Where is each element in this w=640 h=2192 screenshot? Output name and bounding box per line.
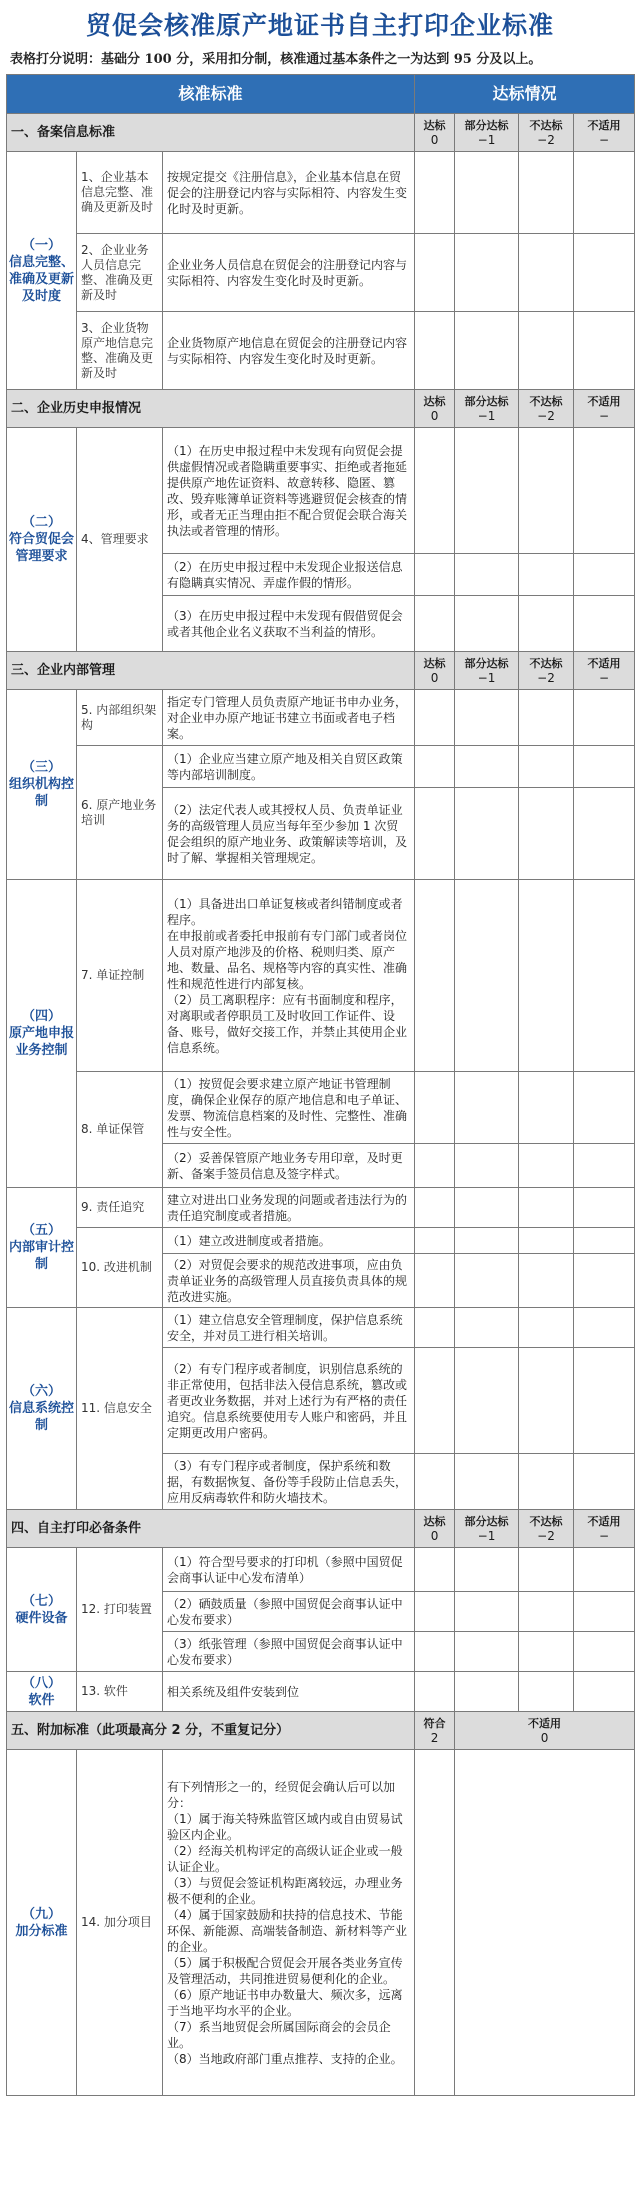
- table-row: [7, 312, 635, 390]
- score-met: 达标 0: [415, 1510, 455, 1548]
- score-met: 达标 0: [415, 390, 455, 428]
- score-met: 达标 0: [415, 652, 455, 690]
- table-row: [7, 1188, 635, 1228]
- category-label: （七） 硬件设备: [7, 1548, 77, 1672]
- check-cell[interactable]: [455, 1144, 519, 1188]
- score-na: 不适用 −: [574, 1510, 635, 1548]
- criterion-text: （1）按贸促会要求建立原产地证书管理制度，确保企业保存的原产地信息和电子单证、发票、物流信息档案的及时性、完整性、准确性与安全性。: [163, 1072, 415, 1144]
- score-met: 达标 0: [415, 114, 455, 152]
- check-cell[interactable]: [455, 1308, 519, 1348]
- criterion-text: （2）硒鼓质量（参照中国贸促会商事认证中心发布要求）: [163, 1592, 415, 1632]
- check-cell[interactable]: [574, 1254, 635, 1308]
- section-row: [7, 1510, 635, 1548]
- check-cell[interactable]: [415, 880, 455, 1072]
- score-unmet: 不达标 −2: [519, 652, 574, 690]
- check-cell[interactable]: [574, 1454, 635, 1510]
- criterion-text: 相关系统及组件安装到位: [163, 1672, 415, 1712]
- section-row: [7, 114, 635, 152]
- check-cell[interactable]: [415, 1188, 455, 1228]
- score-na: 不适用 −: [574, 390, 635, 428]
- table-row: [7, 1072, 635, 1144]
- header-status: 达标情况: [415, 75, 635, 114]
- check-cell[interactable]: [415, 152, 455, 234]
- check-cell[interactable]: [574, 428, 635, 554]
- check-cell[interactable]: [455, 1072, 519, 1144]
- score-na: 不适用 −: [574, 652, 635, 690]
- check-cell[interactable]: [519, 1632, 574, 1672]
- check-cell[interactable]: [519, 1254, 574, 1308]
- check-cell[interactable]: [519, 690, 574, 746]
- check-cell[interactable]: [574, 234, 635, 312]
- check-cell[interactable]: [455, 1548, 519, 1592]
- item-label: 5. 内部组织架构: [77, 690, 163, 746]
- section-row: [7, 1712, 635, 1750]
- check-cell[interactable]: [415, 596, 455, 652]
- check-cell[interactable]: [574, 788, 635, 880]
- criterion-text: （3）在历史申报过程中未发现有假借贸促会或者其他企业名义获取不当利益的情形。: [163, 596, 415, 652]
- page-title: 贸促会核准原产地证书自主打印企业标准: [85, 11, 554, 40]
- criterion-text: 建立对进出口业务发现的问题或者违法行为的责任追究制度或者措施。: [163, 1188, 415, 1228]
- criterion-text: （2）在历史申报过程中未发现企业报送信息有隐瞒真实情况、弄虚作假的情形。: [163, 554, 415, 596]
- check-cell[interactable]: [519, 746, 574, 788]
- check-cell[interactable]: [574, 1672, 635, 1712]
- section-row: [7, 652, 635, 690]
- check-cell[interactable]: [415, 554, 455, 596]
- criterion-text: （2）对贸促会要求的规范改进事项，应由负责单证业务的高级管理人员直接负责具体的规范改进实施。: [163, 1254, 415, 1308]
- check-cell[interactable]: [455, 1188, 519, 1228]
- check-cell[interactable]: [455, 1348, 519, 1454]
- check-cell[interactable]: [455, 234, 519, 312]
- check-cell[interactable]: [455, 1750, 635, 2096]
- check-cell[interactable]: [415, 1632, 455, 1672]
- table-row: [7, 152, 635, 234]
- item-label: 2、企业业务人员信息完整、准确及更新及时: [77, 234, 163, 312]
- check-cell[interactable]: [574, 880, 635, 1072]
- check-cell[interactable]: [574, 1592, 635, 1632]
- category-label: （四） 原产地申报业务控制: [7, 880, 77, 1188]
- check-cell[interactable]: [574, 554, 635, 596]
- score-partial: 部分达标 −1: [455, 1510, 519, 1548]
- check-cell[interactable]: [415, 234, 455, 312]
- check-cell[interactable]: [415, 1672, 455, 1712]
- check-cell[interactable]: [415, 788, 455, 880]
- criterion-text: （1）在历史申报过程中未发现有向贸促会提供虚假情况或者隐瞒重要事实、拒绝或者拖延提供原产地佐证资料、故意转移、隐匿、篡改、毁弃账簿单证资料等逃避贸促会核查的情形，或者无正当理由拒不配合贸促会联合海关执法或者管理的情形。: [163, 428, 415, 554]
- check-cell[interactable]: [455, 554, 519, 596]
- check-cell[interactable]: [519, 1228, 574, 1254]
- check-cell[interactable]: [519, 1072, 574, 1144]
- check-cell[interactable]: [519, 312, 574, 390]
- check-cell[interactable]: [574, 690, 635, 746]
- table-row: [7, 234, 635, 312]
- table-row: [7, 1308, 635, 1348]
- check-cell[interactable]: [519, 152, 574, 234]
- item-label: 4、管理要求: [77, 428, 163, 652]
- check-cell[interactable]: [574, 152, 635, 234]
- criterion-text: 有下列情形之一的，经贸促会确认后可以加分： （1）属于海关特殊监管区域内或自由贸易试验区内企业。 （2）经海关机构评定的高级认证企业或一般认证企业。 （3）与贸促会签证机构距离较远，办理业务极不便利的企业。 （4）属于国家鼓励和扶持的信息技术、节能环保、新能源、高端装备制造、新材料等产业的企业。 （5）属于积极配合贸促会开展各类业务宣传及管理活动，共同推进贸易便利化的企业。 （6）原产地证书申办数量大、频次多，远离于当地平均水平的企业。 （7）系当地贸促会所属国际商会的会员企业。 （8）当地政府部门重点推荐、支持的企业。: [163, 1750, 415, 2096]
- check-cell[interactable]: [455, 1228, 519, 1254]
- check-cell[interactable]: [455, 1254, 519, 1308]
- table-row: [7, 690, 635, 746]
- table-row: [7, 1672, 635, 1712]
- check-cell[interactable]: [415, 1144, 455, 1188]
- check-cell[interactable]: [415, 1750, 455, 2096]
- category-label: （八） 软件: [7, 1672, 77, 1712]
- item-label: 13. 软件: [77, 1672, 163, 1712]
- check-cell[interactable]: [455, 596, 519, 652]
- check-cell[interactable]: [455, 312, 519, 390]
- category-label: （三） 组织机构控制: [7, 690, 77, 880]
- check-cell[interactable]: [415, 746, 455, 788]
- criterion-text: （1）建立改进制度或者措施。: [163, 1228, 415, 1254]
- check-cell[interactable]: [415, 312, 455, 390]
- criterion-text: 按规定提交《注册信息》，企业基本信息在贸促会的注册登记内容与实际相符、内容发生变化时及时更新。: [163, 152, 415, 234]
- check-cell[interactable]: [519, 554, 574, 596]
- check-cell[interactable]: [574, 1188, 635, 1228]
- check-cell[interactable]: [574, 596, 635, 652]
- criterion-text: （3）纸张管理（参照中国贸促会商事认证中心发布要求）: [163, 1632, 415, 1672]
- category-label: （五） 内部审计控制: [7, 1188, 77, 1308]
- item-label: 14. 加分项目: [77, 1750, 163, 2096]
- check-cell[interactable]: [455, 1632, 519, 1672]
- criterion-text: （1）符合型号要求的打印机（参照中国贸促会商事认证中心发布清单）: [163, 1548, 415, 1592]
- table-row: [7, 428, 635, 554]
- check-cell[interactable]: [415, 1228, 455, 1254]
- check-cell[interactable]: [455, 788, 519, 880]
- section-title: 一、备案信息标准: [7, 114, 415, 152]
- check-cell[interactable]: [519, 1548, 574, 1592]
- criteria-table: [6, 74, 635, 2096]
- check-cell[interactable]: [415, 1348, 455, 1454]
- check-cell[interactable]: [519, 1672, 574, 1712]
- check-cell[interactable]: [455, 880, 519, 1072]
- criterion-text: 企业货物原产地信息在贸促会的注册登记内容与实际相符、内容发生变化时及时更新。: [163, 312, 415, 390]
- criterion-text: 指定专门管理人员负责原产地证书申办业务，对企业申办原产地证书建立书面或者电子档案。: [163, 690, 415, 746]
- check-cell[interactable]: [574, 1632, 635, 1672]
- check-cell[interactable]: [415, 428, 455, 554]
- check-cell[interactable]: [455, 746, 519, 788]
- table-row: [7, 1548, 635, 1592]
- check-cell[interactable]: [415, 1454, 455, 1510]
- check-cell[interactable]: [574, 1228, 635, 1254]
- score-unmet: 不达标 −2: [519, 114, 574, 152]
- score-fit: 符合 2: [415, 1712, 455, 1750]
- criterion-text: （2）法定代表人或其授权人员、负责单证业务的高级管理人员应当每年至少参加 1 次贸促会组织的原产地业务、政策解读等培训，及时了解、掌握相关管理规定。: [163, 788, 415, 880]
- section-title: 五、附加标准（此项最高分 2 分，不重复记分）: [7, 1712, 415, 1750]
- check-cell[interactable]: [455, 1454, 519, 1510]
- check-cell[interactable]: [455, 1672, 519, 1712]
- category-label: （一） 信息完整、准确及更新及时度: [7, 152, 77, 390]
- table-row: [7, 746, 635, 788]
- score-partial: 部分达标 −1: [455, 652, 519, 690]
- table-row: [7, 1750, 635, 2096]
- check-cell[interactable]: [455, 1592, 519, 1632]
- check-cell[interactable]: [574, 1308, 635, 1348]
- criterion-text: （1）企业应当建立原产地及相关自贸区政策等内部培训制度。: [163, 746, 415, 788]
- check-cell[interactable]: [519, 788, 574, 880]
- score-unmet: 不达标 −2: [519, 1510, 574, 1548]
- item-label: 11. 信息安全: [77, 1308, 163, 1510]
- score-na: 不适用 0: [455, 1712, 635, 1750]
- check-cell[interactable]: [574, 1348, 635, 1454]
- section-title: 四、自主打印必备条件: [7, 1510, 415, 1548]
- check-cell[interactable]: [415, 1254, 455, 1308]
- scoring-note: 表格打分说明：基础分 100 分，采用扣分制，核准通过基本条件之一为达到 95 分及以上。: [10, 52, 542, 67]
- check-cell[interactable]: [519, 1348, 574, 1454]
- criterion-text: （2）有专门程序或者制度，识别信息系统的非正常使用，包括非法入侵信息系统，篡改或者更改业务数据，并对上述行为有严格的责任追究。信息系统要使用专人账户和密码，并且定期更改用户密码。: [163, 1348, 415, 1454]
- item-label: 7. 单证控制: [77, 880, 163, 1072]
- item-label: 3、企业货物原产地信息完整、准确及更新及时: [77, 312, 163, 390]
- table-header: [7, 75, 635, 114]
- check-cell[interactable]: [415, 1548, 455, 1592]
- check-cell[interactable]: [455, 152, 519, 234]
- check-cell[interactable]: [415, 1308, 455, 1348]
- check-cell[interactable]: [415, 1592, 455, 1632]
- check-cell[interactable]: [519, 1592, 574, 1632]
- check-cell[interactable]: [574, 312, 635, 390]
- table-row: [7, 1228, 635, 1254]
- check-cell[interactable]: [574, 1072, 635, 1144]
- check-cell[interactable]: [415, 690, 455, 746]
- criterion-text: （1）建立信息安全管理制度，保护信息系统安全，并对员工进行相关培训。: [163, 1308, 415, 1348]
- check-cell[interactable]: [519, 234, 574, 312]
- check-cell[interactable]: [519, 880, 574, 1072]
- check-cell[interactable]: [574, 1548, 635, 1592]
- item-label: 9. 责任追究: [77, 1188, 163, 1228]
- category-label: （九） 加分标准: [7, 1750, 77, 2096]
- section-title: 三、企业内部管理: [7, 652, 415, 690]
- check-cell[interactable]: [519, 596, 574, 652]
- category-label: （二） 符合贸促会管理要求: [7, 428, 77, 652]
- score-unmet: 不达标 −2: [519, 390, 574, 428]
- check-cell[interactable]: [574, 746, 635, 788]
- item-label: 1、企业基本信息完整、准确及更新及时: [77, 152, 163, 234]
- item-label: 6. 原产地业务培训: [77, 746, 163, 880]
- check-cell[interactable]: [455, 690, 519, 746]
- criterion-text: （3）有专门程序或者制度，保护系统和数据，有数据恢复、备份等手段防止信息丢失，应用反病毒软件和防火墙技术。: [163, 1454, 415, 1510]
- score-na: 不适用 −: [574, 114, 635, 152]
- check-cell[interactable]: [519, 1188, 574, 1228]
- criterion-text: （1）具备进出口单证复核或者纠错制度或者程序。 在申报前或者委托申报前有专门部门或者岗位人员对原产地涉及的价格、税则归类、原产地、数量、品名、规格等内容的真实性、准确性和规范性进行内部复核。 （2）员工离职程序：应有书面制度和程序，对离职或者停职员工及时收回工作证件、设备、账号，做好交接工作，并禁止其使用企业信息系统。: [163, 880, 415, 1072]
- score-partial: 部分达标 −1: [455, 114, 519, 152]
- category-label: （六） 信息系统控制: [7, 1308, 77, 1510]
- check-cell[interactable]: [455, 428, 519, 554]
- check-cell[interactable]: [519, 428, 574, 554]
- check-cell[interactable]: [415, 1072, 455, 1144]
- score-partial: 部分达标 −1: [455, 390, 519, 428]
- table-row: [7, 880, 635, 1072]
- criterion-text: （2）妥善保管原产地业务专用印章，及时更新、备案手签员信息及签字样式。: [163, 1144, 415, 1188]
- section-title: 二、企业历史申报情况: [7, 390, 415, 428]
- item-label: 8. 单证保管: [77, 1072, 163, 1188]
- check-cell[interactable]: [574, 1144, 635, 1188]
- criterion-text: 企业业务人员信息在贸促会的注册登记内容与实际相符、内容发生变化时及时更新。: [163, 234, 415, 312]
- check-cell[interactable]: [519, 1308, 574, 1348]
- item-label: 12. 打印装置: [77, 1548, 163, 1672]
- check-cell[interactable]: [519, 1454, 574, 1510]
- check-cell[interactable]: [519, 1144, 574, 1188]
- header-criteria: 核准标准: [7, 75, 415, 114]
- item-label: 10. 改进机制: [77, 1228, 163, 1308]
- section-row: [7, 390, 635, 428]
